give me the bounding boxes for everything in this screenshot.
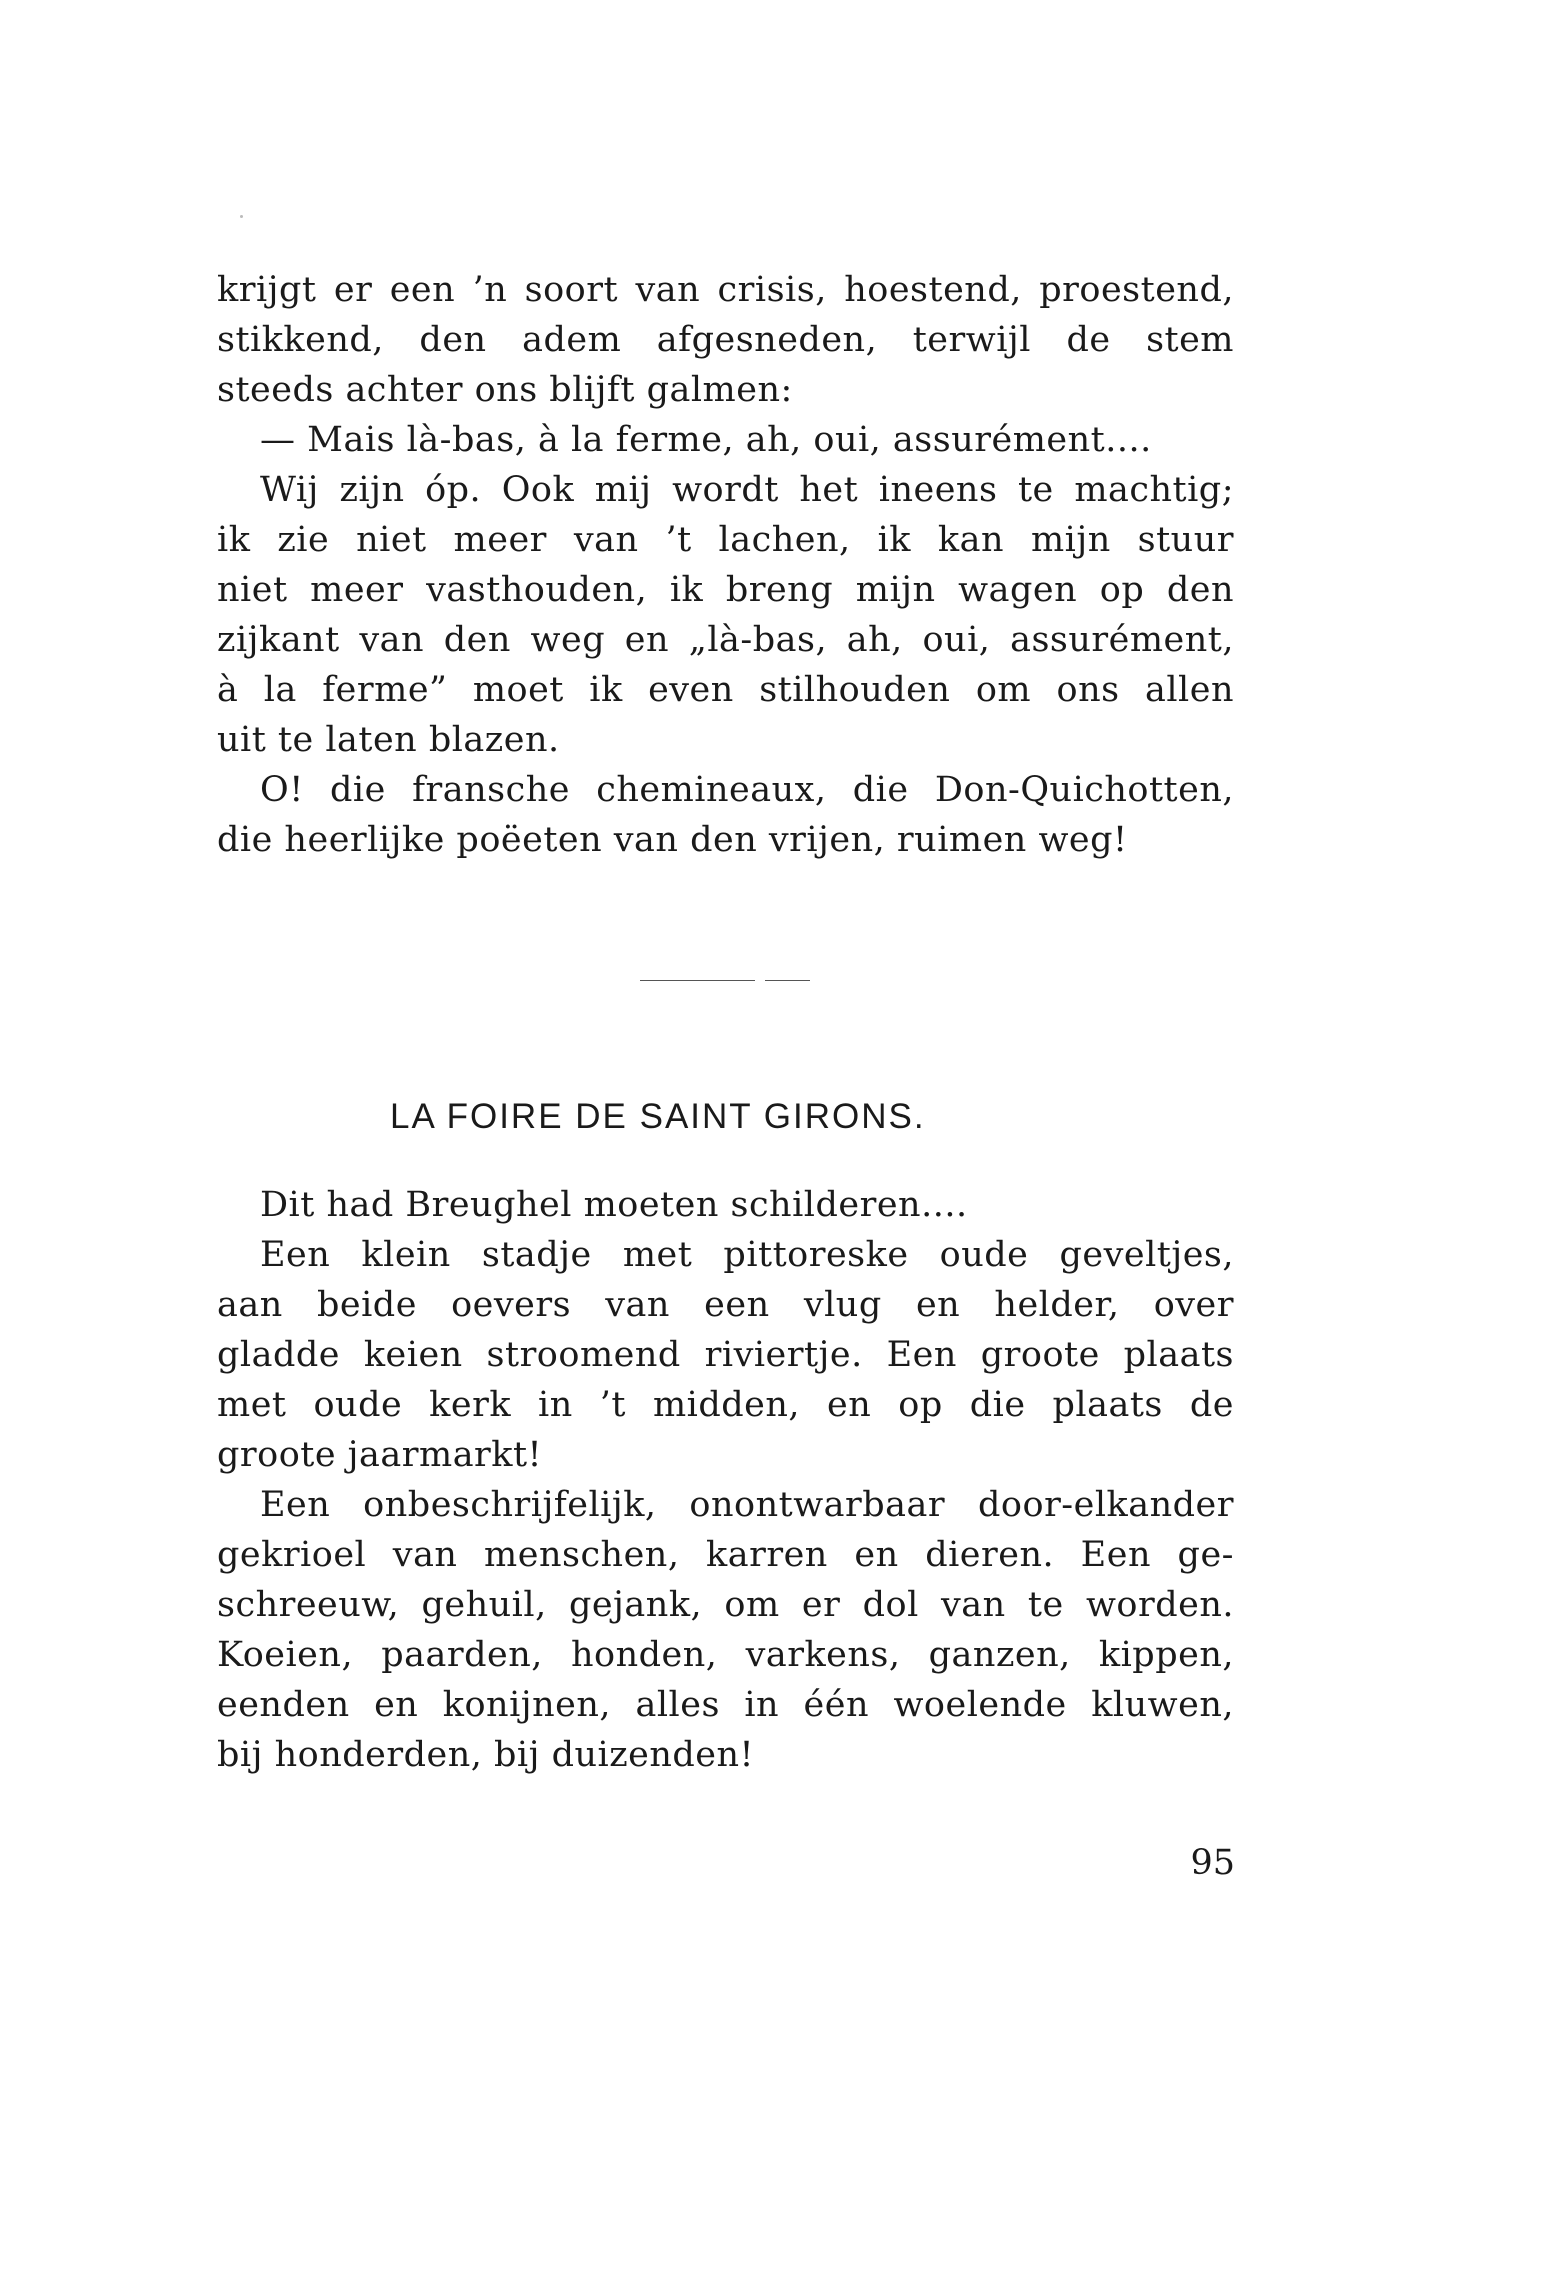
divider-segment bbox=[640, 980, 755, 981]
text-line: uit te laten blazen. bbox=[217, 720, 560, 760]
text-line: eenden en konijnen, alles in één woelende kluwen, bbox=[217, 1685, 1234, 1725]
text-line: — Mais là-bas, à la ferme, ah, oui, assurément.... bbox=[260, 420, 1152, 460]
section-heading: LA FOIRE DE SAINT GIRONS. bbox=[390, 1097, 926, 1136]
text-line: gladde keien stroomend riviertje. Een groote plaats bbox=[217, 1335, 1234, 1375]
text-line: die heerlijke poëeten van den vrijen, ruimen weg! bbox=[217, 820, 1128, 860]
text-line: O! die fransche chemineaux, die Don-Quichotten, bbox=[260, 770, 1234, 810]
text-line: Wij zijn óp. Ook mij wordt het ineens te machtig; bbox=[260, 470, 1234, 510]
text-line: Een klein stadje met pittoreske oude geveltjes, bbox=[260, 1235, 1234, 1275]
text-line: gekrioel van menschen, karren en dieren. Een ge- bbox=[217, 1535, 1234, 1575]
text-line: stikkend, den adem afgesneden, terwijl de stem bbox=[217, 320, 1234, 360]
divider-segment bbox=[765, 980, 810, 981]
text-line: à la ferme” moet ik even stilhouden om ons allen bbox=[217, 670, 1234, 710]
text-line: met oude kerk in ’t midden, en op die plaats de bbox=[217, 1385, 1234, 1425]
text-line: ik zie niet meer van ’t lachen, ik kan mijn stuur bbox=[217, 520, 1234, 560]
paper-speck bbox=[240, 215, 243, 218]
text-line: zijkant van den weg en „là-bas, ah, oui, assurément, bbox=[217, 620, 1234, 660]
text-line: bij honderden, bij duizenden! bbox=[217, 1735, 755, 1775]
section-divider bbox=[640, 980, 820, 982]
text-line: Dit had Breughel moeten schilderen.... bbox=[260, 1185, 968, 1225]
text-block-top bbox=[217, 265, 1234, 865]
text-line: steeds achter ons blijft galmen: bbox=[217, 370, 793, 410]
text-line: aan beide oevers van een vlug en helder, over bbox=[217, 1285, 1234, 1325]
text-line: Koeien, paarden, honden, varkens, ganzen, kippen, bbox=[217, 1635, 1234, 1675]
text-block-bottom bbox=[217, 1180, 1234, 1780]
page-number: 95 bbox=[1190, 1843, 1235, 1883]
text-line: groote jaarmarkt! bbox=[217, 1435, 543, 1475]
text-line: niet meer vasthouden, ik breng mijn wagen op den bbox=[217, 570, 1234, 610]
text-line: Een onbeschrijfelijk, onontwarbaar door-elkander bbox=[260, 1485, 1234, 1525]
text-line: schreeuw, gehuil, gejank, om er dol van te worden. bbox=[217, 1585, 1234, 1625]
text-line: krijgt er een ’n soort van crisis, hoestend, proestend, bbox=[217, 270, 1234, 310]
